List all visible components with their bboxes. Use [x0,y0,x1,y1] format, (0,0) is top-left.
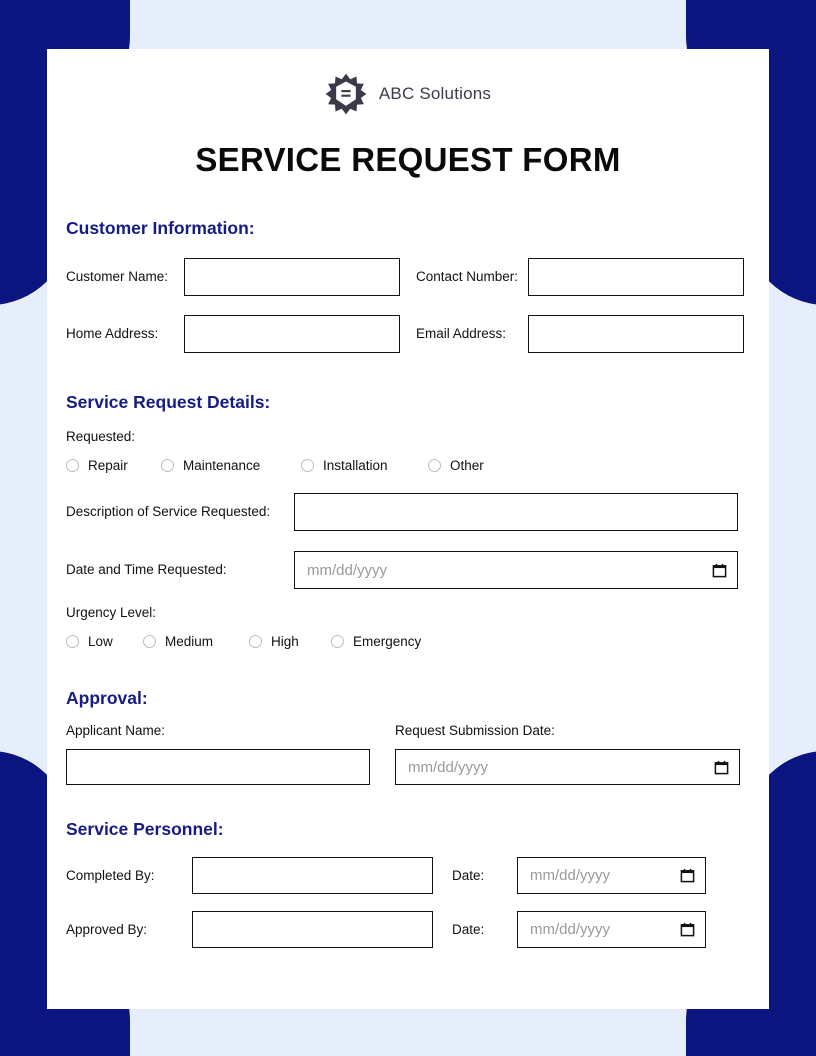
field-row-customer-name [66,258,750,296]
label-description-of-service: Description of Service Requested: [66,504,271,520]
field-row-datetime-requested [66,551,750,589]
calendar-icon[interactable] [714,760,729,775]
radio-circle-icon [428,459,441,472]
label-date-time-requested: Date and Time Requested: [66,562,227,578]
radio-option-installation[interactable] [301,458,428,473]
field-row-approval [66,723,750,785]
radio-label-other: Other [450,458,484,473]
label-approved-date: Date: [452,922,485,937]
radio-circle-icon [249,635,262,648]
brand-header [47,73,769,115]
radio-option-emergency[interactable] [331,634,421,649]
radio-circle-icon [66,459,79,472]
calendar-icon[interactable] [680,922,695,937]
radio-option-repair[interactable] [66,458,161,473]
calendar-icon[interactable] [680,868,695,883]
field-row-completed-by [66,857,750,894]
radio-label-medium: Medium [165,634,214,649]
input-contact-number[interactable] [528,258,744,296]
section-heading-service-personnel: Service Personnel: [66,819,224,839]
radio-option-maintenance[interactable] [161,458,301,473]
radio-label-repair: Repair [88,458,128,473]
radio-label-emergency: Emergency [353,634,422,649]
radio-group-requested [66,458,750,473]
date-input-approved-date[interactable] [517,911,706,948]
radio-label-installation: Installation [323,458,388,473]
page-title: SERVICE REQUEST FORM [195,141,621,178]
starburst-icon [325,73,367,115]
form-card [47,49,769,1009]
date-placeholder: mm/dd/yyyy [530,921,611,938]
input-email-address[interactable] [528,315,744,353]
date-input-datetime-requested[interactable] [294,551,738,589]
radio-option-high[interactable] [249,634,331,649]
radio-circle-icon [161,459,174,472]
date-input-request-submission-date[interactable] [395,749,740,785]
label-applicant-name: Applicant Name: [66,723,166,738]
label-urgency-level: Urgency Level: [66,605,157,620]
label-home-address: Home Address: [66,326,159,342]
field-row-approved-by [66,911,750,948]
section-heading-service-request-details: Service Request Details: [66,392,271,412]
label-approved-by: Approved By: [66,922,148,937]
radio-label-maintenance: Maintenance [183,458,261,473]
radio-label-low: Low [88,634,113,649]
input-home-address[interactable] [184,315,400,353]
label-requested: Requested: [66,429,136,444]
field-row-description [66,493,750,531]
label-completed-by: Completed By: [66,868,155,883]
field-row-home-address [66,315,750,353]
label-request-submission-date: Request Submission Date: [395,723,555,738]
section-heading-approval: Approval: [66,688,148,708]
input-customer-name[interactable] [184,258,400,296]
radio-option-low[interactable] [66,634,143,649]
radio-label-high: High [271,634,299,649]
input-approved-by[interactable] [192,911,433,948]
date-placeholder: mm/dd/yyyy [530,867,611,884]
radio-circle-icon [66,635,79,648]
date-input-completed-date[interactable] [517,857,706,894]
radio-circle-icon [143,635,156,648]
radio-option-other[interactable] [428,458,484,473]
radio-circle-icon [331,635,344,648]
section-heading-customer-information: Customer Information: [66,218,255,238]
input-completed-by[interactable] [192,857,433,894]
date-placeholder: mm/dd/yyyy [307,561,388,579]
label-contact-number: Contact Number: [416,269,519,285]
label-completed-date: Date: [452,868,485,883]
input-applicant-name[interactable] [66,749,370,785]
date-placeholder: mm/dd/yyyy [408,758,489,776]
radio-group-urgency-level [66,634,750,649]
calendar-icon[interactable] [712,563,727,578]
radio-circle-icon [301,459,314,472]
input-description-of-service[interactable] [294,493,738,531]
label-customer-name: Customer Name: [66,269,169,285]
label-email-address: Email Address: [416,326,507,342]
radio-option-medium[interactable] [143,634,249,649]
brand-name: ABC Solutions [378,84,492,103]
